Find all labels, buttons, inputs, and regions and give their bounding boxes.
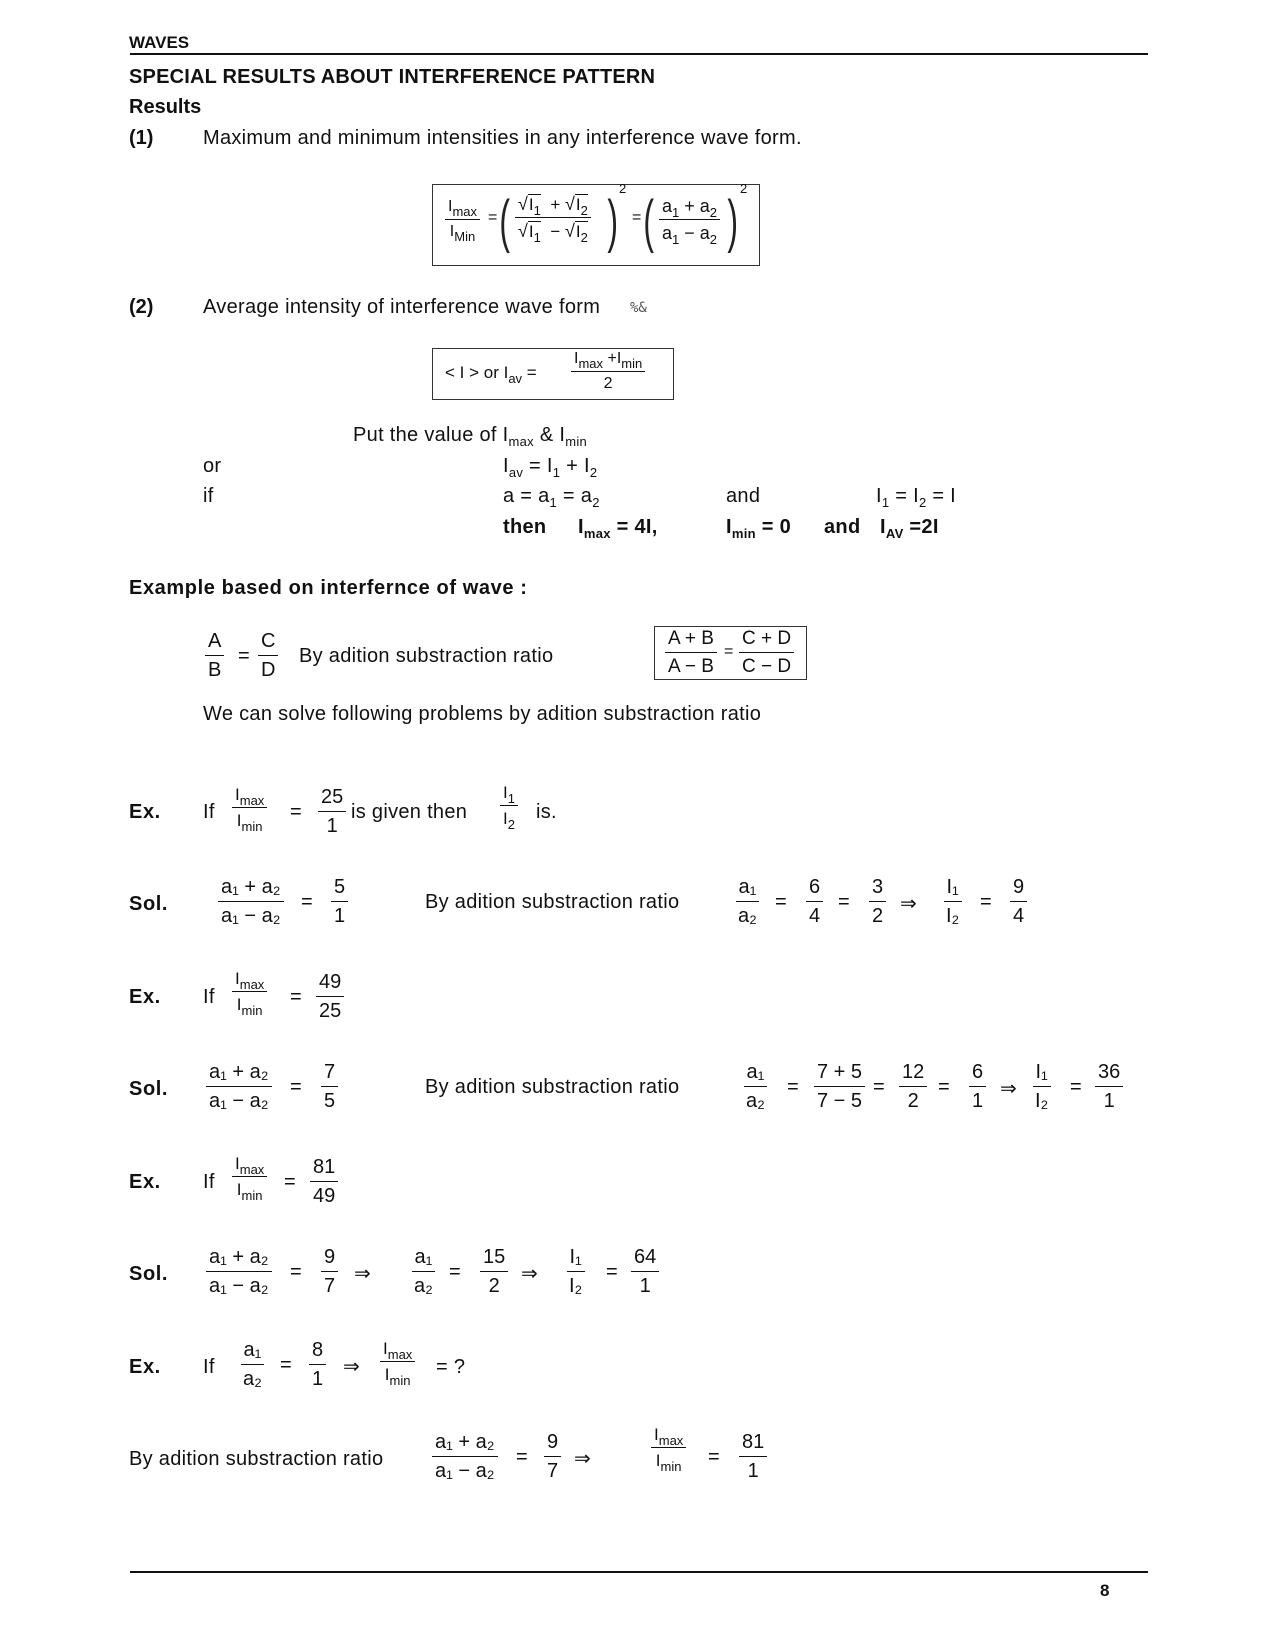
ex4-label: Ex.: [129, 1356, 161, 1378]
right-paren: ): [607, 189, 618, 254]
right-paren-2: ): [727, 189, 738, 254]
if-word: if: [203, 485, 214, 507]
left-paren: (: [499, 189, 510, 254]
imax-result: $I_{max} = 4I$,: [578, 516, 658, 541]
average-fraction: $I_{max} +I_{min}$ 2: [571, 351, 645, 392]
result2-text: Average intensity of interference wave form: [203, 296, 601, 318]
results-heading: Results: [129, 96, 202, 118]
amplitude-ratio: $\frac{a_1 + a_2}{a_1 - a_2}$: [659, 197, 720, 242]
result2-number: (2): [129, 296, 154, 318]
then-and-word: and: [824, 516, 861, 538]
or-word: or: [203, 455, 222, 477]
average-lhs: < I > or $I_{av}$ =: [445, 363, 537, 386]
ex1-question-ratio: $\frac{I_1}{I_2}$: [500, 784, 518, 827]
stray-glyph: %&: [630, 300, 647, 316]
intensity-equation: $I_1 = I_2 = I$: [876, 485, 957, 510]
final-intensity-ratio: $I_{max}$ $I_{min}$: [651, 1426, 686, 1469]
ratio-c-d: $\frac{C}{D}$: [258, 631, 278, 680]
then-word: then: [503, 516, 547, 538]
and-word: and: [726, 485, 761, 507]
result2-formula-box: [432, 348, 674, 400]
iav-equation: $I_{av} = I_1 + I_2$: [503, 455, 598, 480]
ratio-box: $\frac{A + B}{A - B}$ = $\frac{C + D}{C - D}$: [654, 626, 807, 680]
ex1-label: Ex.: [129, 801, 161, 823]
root-ratio: $\frac{√I_1 + √I_2}{√I_1 - √I_2}$: [515, 195, 591, 240]
ratio-text: By adition substraction ratio: [299, 645, 554, 667]
sol3-label: Sol.: [129, 1263, 169, 1285]
footer-rule: [130, 1571, 1148, 1573]
page-number: 8: [1100, 1581, 1110, 1600]
ex2-intensity-ratio: $I_{max}$ $I_{min}$: [232, 970, 267, 1013]
result1-text: Maximum and minimum intensities in any interference wave form.: [203, 127, 802, 149]
section-header: WAVES: [129, 33, 190, 52]
put-value-line: Put the value of $I_{max}$ & $I_{min}$: [353, 424, 588, 449]
left-paren-2: (: [643, 189, 654, 254]
ratio-a-b: $\frac{A}{B}$: [205, 631, 224, 680]
imin-result: $I_{min} = 0$: [726, 516, 791, 541]
imax-over-imin: $I_{max}$ $I_{Min}$: [445, 199, 480, 240]
result1-formula-box: $I_{max}$ $I_{Min}$ = ( $\frac{√I_1 + √I_2}{√I_1 - √I_2}$ ) 2 = ( $\frac{a_1 + a_2}{a_1 - a_2}$ ) 2: [432, 184, 760, 266]
ex3-label: Ex.: [129, 1171, 161, 1193]
amplitude-equation: $a = a_1 = a_2$: [503, 485, 600, 510]
sol2-label: Sol.: [129, 1078, 169, 1100]
page-title: SPECIAL RESULTS ABOUT INTERFERENCE PATTERN: [129, 66, 656, 88]
result1-number: (1): [129, 127, 154, 149]
final-text: By adition substraction ratio: [129, 1448, 384, 1470]
note-text: We can solve following problems by adition substraction ratio: [203, 703, 762, 725]
ex2-label: Ex.: [129, 986, 161, 1008]
example-heading: Example based on interfernce of wave :: [129, 577, 528, 599]
iav-result: $I_{AV} =2I$: [880, 516, 939, 541]
ex3-intensity-ratio: $I_{max}$ $I_{min}$: [232, 1155, 267, 1198]
ex1-intensity-ratio: $I_{max}$ $I_{min}$: [232, 786, 267, 829]
header-rule: [130, 53, 1148, 55]
sol1-label: Sol.: [129, 893, 169, 915]
ex4-intensity-ratio: $I_{max}$ $I_{min}$: [380, 1340, 415, 1383]
